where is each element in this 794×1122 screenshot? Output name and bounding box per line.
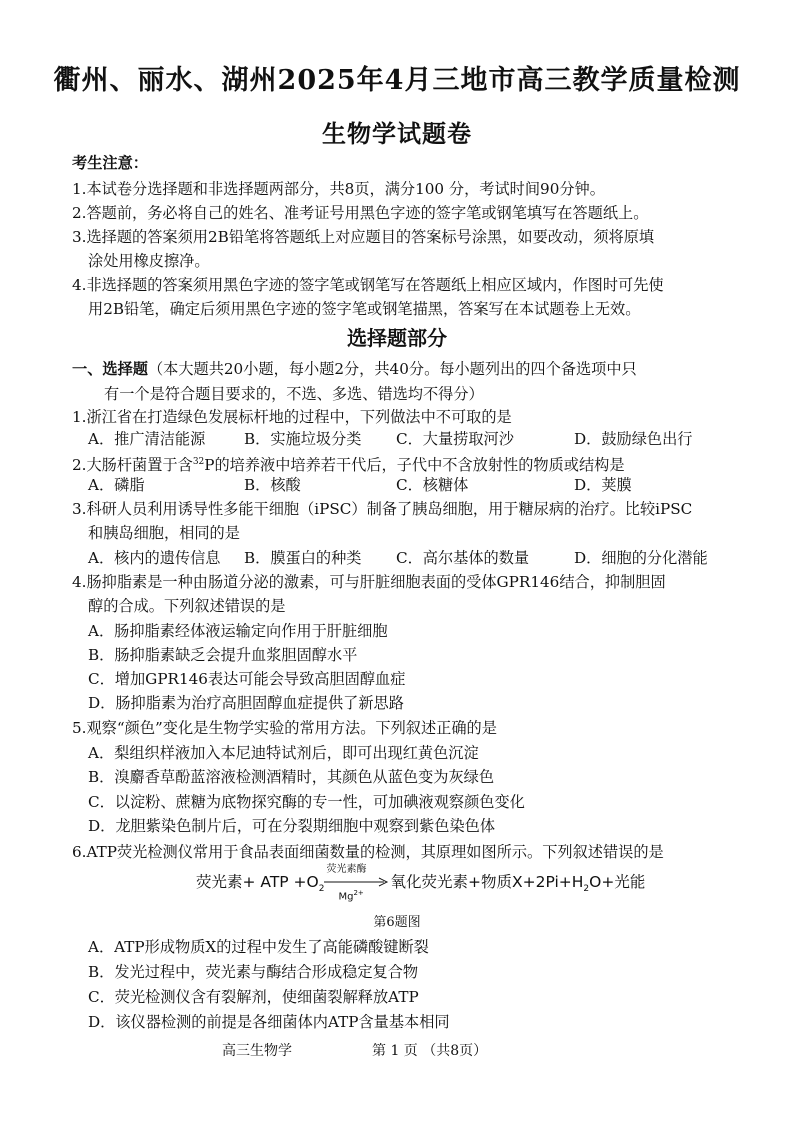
notice-item-1: 1.本试卷分选择题和非选择题两部分，共8页，满分100 分，考试时间90分钟。 [72, 180, 605, 198]
q2-isotope-mass: 32 [192, 457, 205, 467]
notice-heading: 考生注意： [72, 154, 148, 172]
reaction-products-end: O+光能 [589, 873, 646, 891]
part1-desc-cont: 有一个是符合题目要求的，不选、多选、错选均不得分） [104, 385, 484, 403]
q3-option-b: B．膜蛋白的种类 [244, 549, 362, 567]
footer-subject: 高三生物学 [222, 1043, 292, 1059]
q1-options [88, 428, 693, 450]
q4-option-b: B．肠抑脂素缺乏会提升血浆胆固醇水平 [88, 646, 358, 664]
q2-option-a: A．磷脂 [88, 476, 145, 494]
part1-desc: （本大题共20小题，每小题2分，共40分。每小题列出的四个备选项中只 [147, 360, 637, 378]
h2o-subscript: 2 [583, 884, 590, 895]
enzyme-label: 荧光素酶 [326, 863, 367, 875]
notice-item-3-cont: 涂处用橡皮擦净。 [88, 252, 210, 270]
q2-option-d: D．荚膜 [574, 476, 632, 494]
q4-option-c: C．增加GPR146表达可能会导致高胆固醇血症 [88, 670, 406, 688]
q4-stem-line1: 4.肠抑脂素是一种由肠道分泌的激素，可与肝脏细胞表面的受体GPR146结合，抑制胆固 [72, 573, 666, 591]
q5-option-a: A．梨组织样液加入本尼迪特试剂后，即可出现红黄色沉淀 [88, 744, 479, 762]
footer-page-number: 第 1 页 （共8页） [372, 1043, 488, 1059]
q1-stem: 1.浙江省在打造绿色发展标杆地的过程中，下列做法中不可取的是 [72, 408, 512, 426]
q6-option-a: A．ATP形成物质X的过程中发生了高能磷酸键断裂 [88, 938, 429, 956]
q3-stem-line1: 3.科研人员利用诱导性多能干细胞（iPSC）制备了胰岛细胞，用于糖尿病的治疗。比较iPSC [72, 500, 693, 518]
exam-title: 衢州、丽水、湖州2025年4月三地市高三教学质量检测 [53, 65, 741, 96]
q6-option-b: B．发光过程中，荧光素与酶结合形成稳定复合物 [88, 963, 419, 981]
reaction-arrow [324, 863, 390, 902]
q6-option-d: D．该仪器检测的前提是各细菌体内ATP含量基本相同 [88, 1013, 450, 1031]
section-title: 选择题部分 [347, 326, 447, 350]
q1-option-c: C．大量捞取河沙 [396, 430, 514, 448]
q6-stem: 6.ATP荧光检测仪常用于食品表面细菌数量的检测，其原理如图所示。下列叙述错误的是 [72, 843, 664, 861]
q6-reaction-equation [196, 863, 646, 902]
q1-option-a: A．推广清洁能源 [88, 430, 206, 448]
o2-subscript: 2 [318, 884, 325, 895]
notice-item-2: 2.答题前，务必将自己的姓名、准考证号用黑色字迹的签字笔或钢笔填写在答题纸上。 [72, 204, 649, 222]
q4-option-a: A．肠抑脂素经体液运输定向作用于肝脏细胞 [88, 622, 388, 640]
q5-stem: 5.观察“颜色”变化是生物学实验的常用方法。下列叙述正确的是 [72, 719, 497, 737]
q2-option-c: C．核糖体 [396, 476, 469, 494]
exam-subtitle: 生物学试题卷 [322, 119, 472, 148]
reaction-products: 氧化荧光素+物质X+2Pi+H [390, 873, 584, 891]
q3-stem-line2: 和胰岛细胞，相同的是 [88, 524, 240, 542]
cofactor-label: $Mg^{2+}$ [338, 888, 364, 902]
notice-item-4: 4.非选择题的答案须用黑色字迹的签字笔或钢笔写在答题纸上相应区域内，作图时可先使 [72, 276, 664, 294]
q5-option-c: C．以淀粉、蔗糖为底物探究酶的专一性，可加碘液观察颜色变化 [88, 793, 525, 811]
q4-option-d: D．肠抑脂素为治疗高胆固醇血症提供了新思路 [88, 694, 404, 712]
q1-option-b: B．实施垃圾分类 [244, 430, 362, 448]
q2-options [88, 474, 632, 496]
part1-instructions [72, 358, 637, 380]
q6-figure-caption: 第6题图 [373, 915, 421, 930]
q3-option-d: D．细胞的分化潜能 [574, 549, 708, 567]
q2-stem [72, 451, 625, 476]
q2-stem-post: P的培养液中培养若干代后，子代中不含放射性的物质或结构是 [204, 456, 625, 475]
q5-option-d: D．龙胆紫染色制片后，可在分裂期细胞中观察到紫色染色体 [88, 817, 496, 835]
part1-label: 一、选择题 [72, 360, 148, 378]
q3-options [88, 547, 708, 569]
q3-option-c: C．高尔基体的数量 [396, 549, 530, 567]
q6-option-c: C．荧光检测仪含有裂解剂，使细菌裂解释放ATP [88, 988, 419, 1006]
q4-stem-line2: 醇的合成。下列叙述错误的是 [88, 597, 286, 615]
q2-stem-pre: 2.大肠杆菌置于含 [72, 456, 193, 475]
right-arrow-icon [324, 877, 390, 887]
q2-option-b: B．核酸 [244, 476, 301, 494]
q5-option-b: B．溴麝香草酚蓝溶液检测酒精时，其颜色从蓝色变为灰绿色 [88, 768, 495, 786]
notice-item-3: 3.选择题的答案须用2B铅笔将答题纸上对应题目的答案标号涂黑，如要改动，须将原填 [72, 228, 655, 246]
q1-option-d: D．鼓励绿色出行 [574, 430, 693, 448]
notice-item-4-cont: 用2B铅笔，确定后须用黑色字迹的签字笔或钢笔描黑，答案写在本试题卷上无效。 [88, 300, 641, 318]
reaction-reactants: 荧光素+ ATP +O [196, 873, 319, 891]
q3-option-a: A．核内的遗传信息 [88, 549, 221, 567]
